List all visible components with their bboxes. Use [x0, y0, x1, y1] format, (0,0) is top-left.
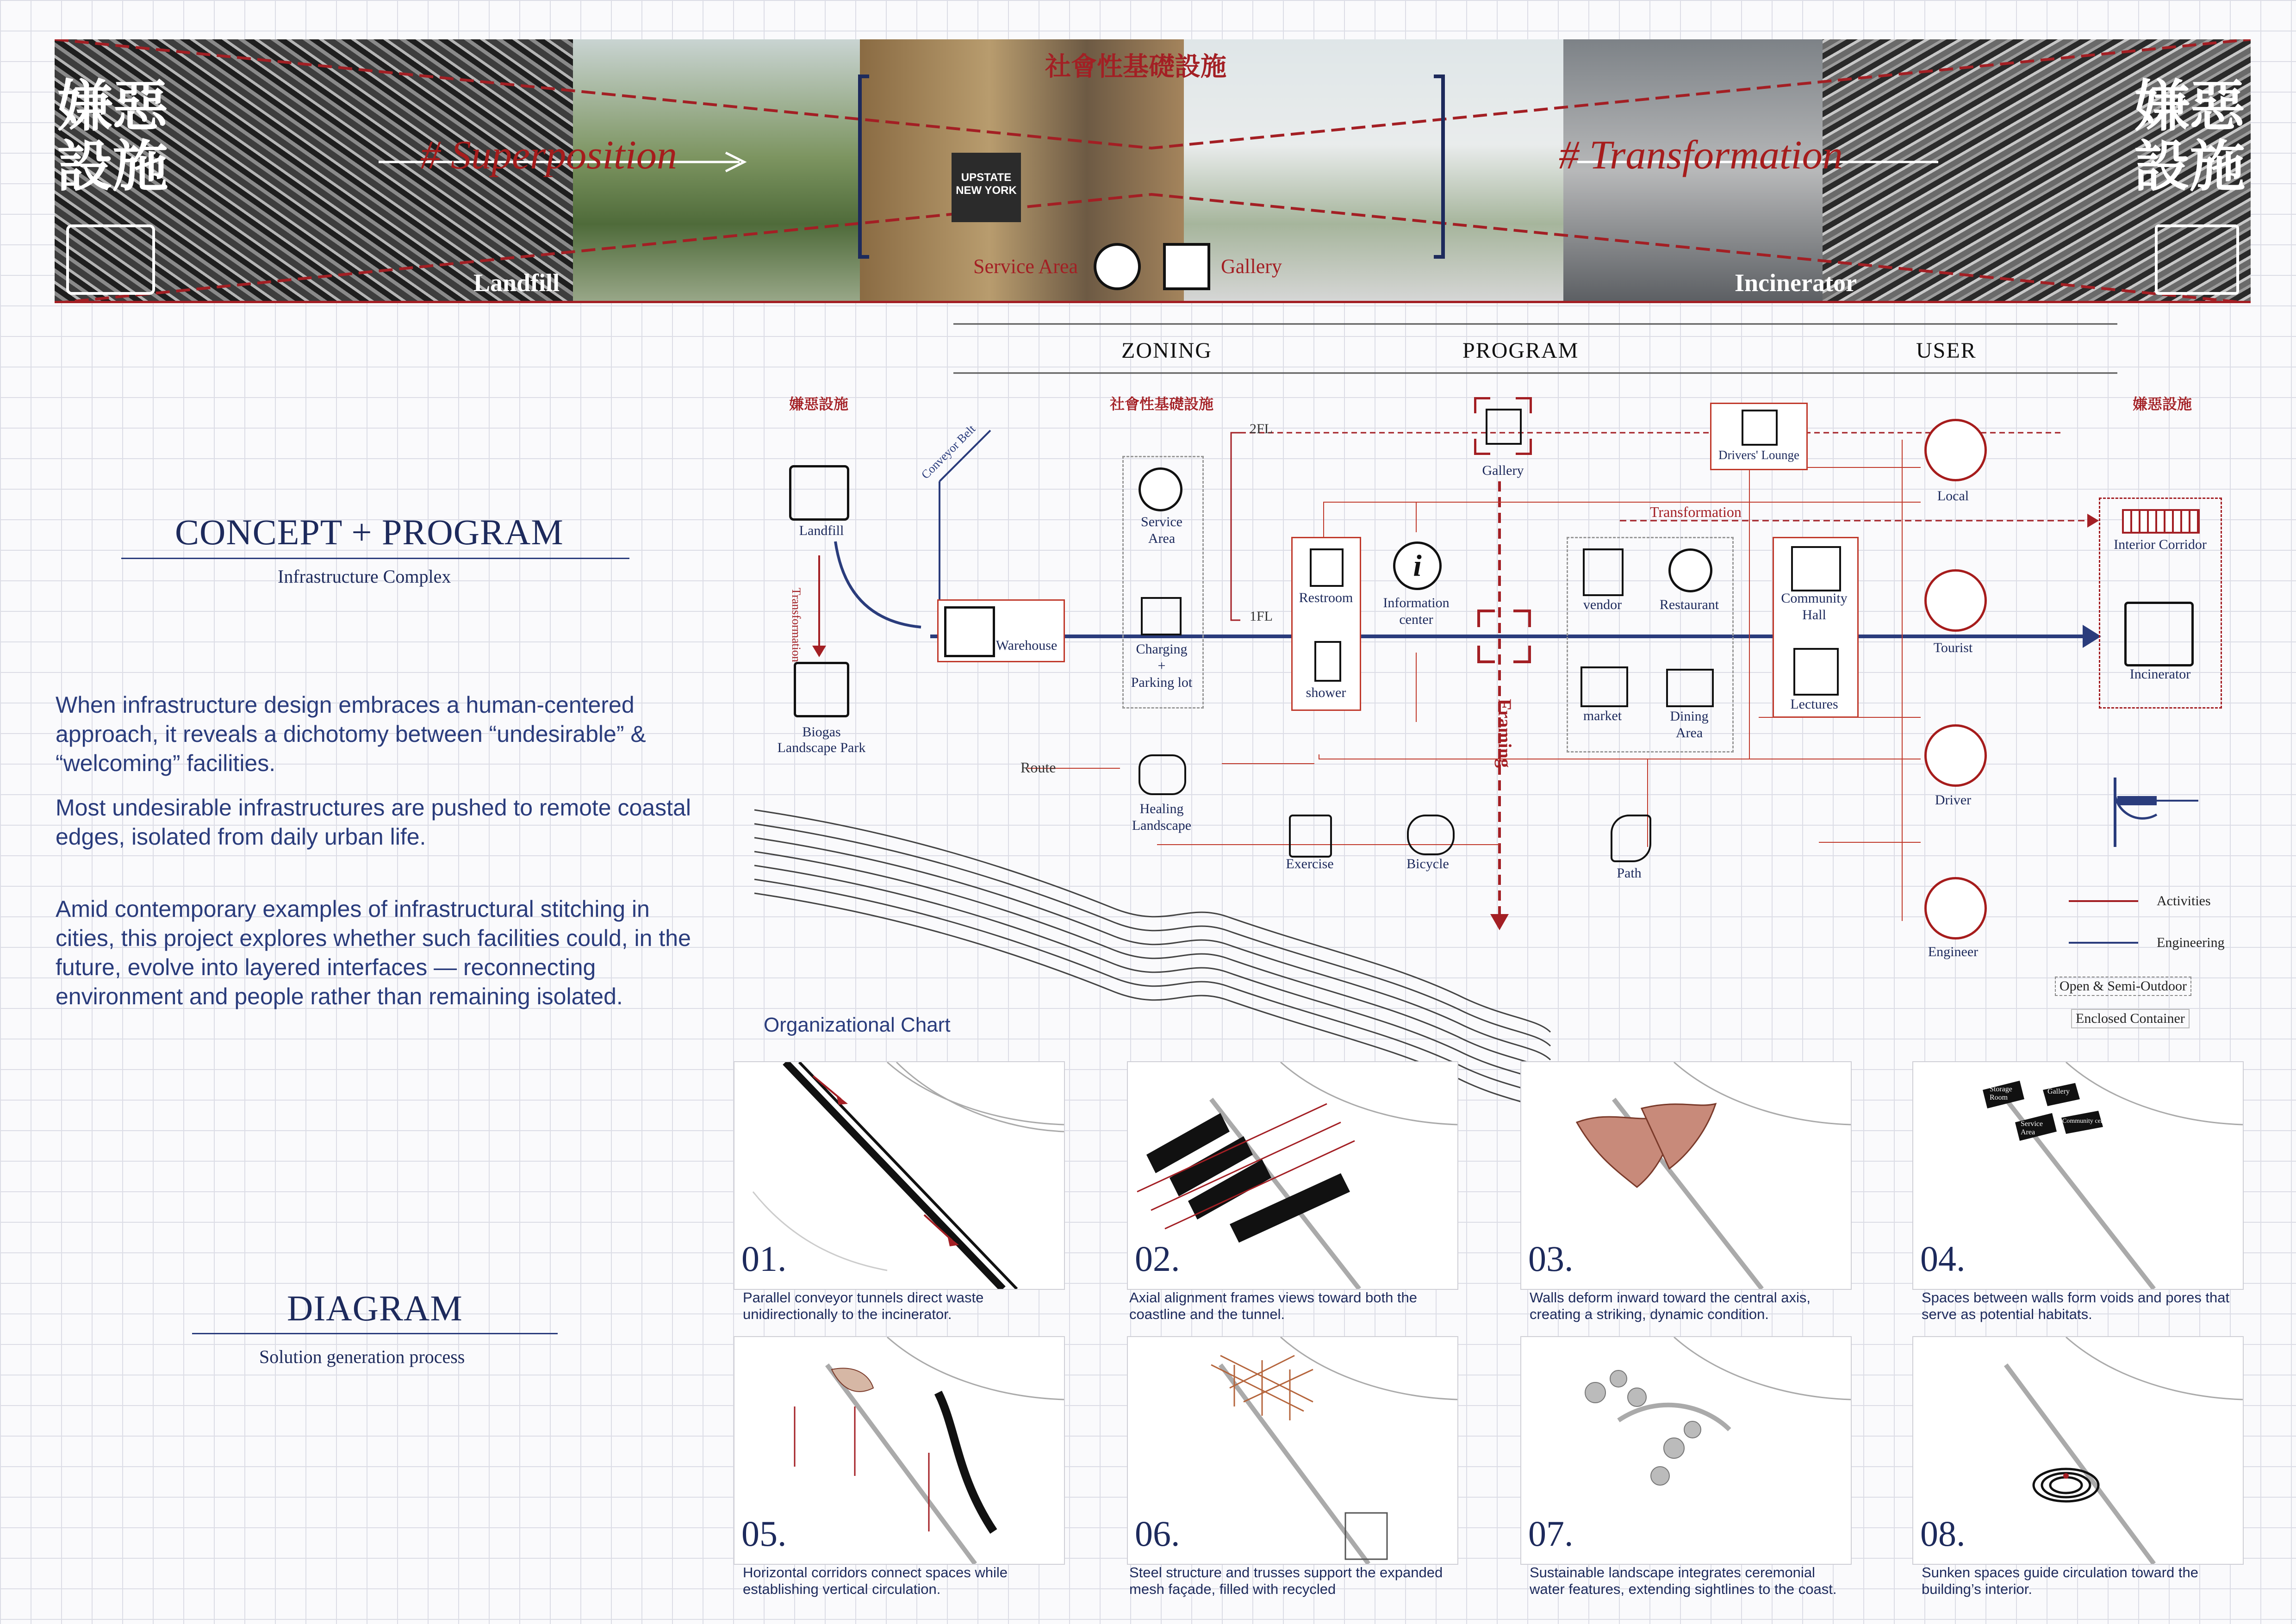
- panel-04-service-label: Service Area: [2021, 1120, 2043, 1136]
- drivers-lounge-icon: [1742, 410, 1778, 446]
- concept-rule: [121, 558, 629, 559]
- node-path: Path: [1617, 865, 1642, 881]
- tourist-user-icon: [1924, 569, 1987, 632]
- transformation-vertical-label: Transformation: [790, 588, 803, 662]
- right-title-hanzi: 嫌惡 設施: [2134, 74, 2245, 199]
- panel-04-caption: Spaces between walls form voids and pores that serve as potential habitats.: [1922, 1289, 2230, 1322]
- node-interior-corridor: Interior Corridor: [2114, 537, 2207, 552]
- node-landfill: Landfill: [799, 523, 844, 538]
- node-dining: Dining Area: [1670, 709, 1709, 740]
- diagram-subheading: Solution generation process: [259, 1346, 465, 1367]
- bicycle-icon: [1407, 815, 1455, 855]
- biogas-icon: [794, 662, 849, 717]
- header-program: PROGRAM: [1462, 338, 1579, 363]
- node-warehouse: Warehouse: [996, 638, 1058, 653]
- shower-icon: [1314, 641, 1341, 682]
- concept-paragraph-3: Amid contemporary examples of infrastructural stitching in cities, this project explores whether such facilities could, in the future, evolve into layered interfaces — reconnecting environment and people rather than remaining isolated.: [56, 896, 691, 1009]
- panel-06-number: 06.: [1135, 1513, 1180, 1554]
- warehouse-box: [937, 599, 1065, 662]
- header-zoning: ZONING: [1121, 338, 1212, 363]
- panel-02-caption: Axial alignment frames views toward both the coastline and the tunnel.: [1129, 1289, 1418, 1322]
- panel-03: [1520, 1061, 1852, 1290]
- service-area-label: Service Area: [973, 255, 1078, 278]
- node-lectures: Lectures: [1790, 697, 1838, 712]
- panel-06-caption: Steel structure and trusses support the expanded mesh façade, filled with recycled: [1129, 1564, 1443, 1597]
- node-community-hall: Community Hall: [1781, 591, 1848, 622]
- user-local: Local: [1937, 488, 1969, 504]
- org-chart-title: Organizational Chart: [764, 1014, 951, 1036]
- engineer-user-icon: [1924, 877, 1987, 940]
- panel-04-community-label: Community center: [2062, 1118, 2111, 1125]
- panel-02: [1127, 1061, 1458, 1290]
- node-gallery: Gallery: [1482, 463, 1524, 478]
- superposition-label: # Superposition: [420, 133, 677, 178]
- legend-enclosed-container: Enclosed Container: [2071, 1009, 2190, 1028]
- local-user-icon: [1924, 419, 1987, 481]
- zone-left-label: 嫌惡設施: [789, 395, 849, 413]
- community-hall-icon: [1791, 546, 1841, 591]
- panel-04-gallery-label: Gallery: [2047, 1088, 2070, 1095]
- warehouse-icon: [944, 606, 995, 657]
- route-label: Route: [1020, 759, 1056, 776]
- landfill-icon: [789, 465, 849, 521]
- node-shower: shower: [1306, 685, 1346, 700]
- floor-2fl: 2FL: [1250, 421, 1273, 436]
- panel-08: [1912, 1336, 2244, 1565]
- panel-01-caption: Parallel conveyor tunnels direct waste unidirectionally to the incinerator.: [743, 1289, 984, 1322]
- information-icon: i: [1393, 541, 1442, 590]
- drivers-lounge-box: [1710, 403, 1808, 470]
- panel-03-caption: Walls deform inward toward the central axis, creating a striking, dynamic condition.: [1530, 1289, 1811, 1322]
- transformation-horizontal-label: Transformation: [1650, 504, 1742, 520]
- user-driver: Driver: [1935, 792, 1972, 808]
- legend-engineering: Engineering: [2157, 935, 2225, 950]
- panel-05: [734, 1336, 1065, 1565]
- concept-subheading: Infrastructure Complex: [278, 566, 451, 587]
- panel-07: [1520, 1336, 1852, 1565]
- panel-01: [734, 1061, 1065, 1290]
- incinerator-node-icon: [2124, 602, 2194, 666]
- node-restroom: Restroom: [1299, 590, 1353, 605]
- node-information: Information center: [1383, 595, 1450, 627]
- charging-icon: [1141, 597, 1182, 635]
- legend-activities: Activities: [2157, 893, 2211, 908]
- node-service-area: Service Area: [1141, 514, 1182, 546]
- panel-04: [1912, 1061, 2244, 1290]
- node-exercise: Exercise: [1286, 856, 1334, 871]
- restroom-icon: [1310, 548, 1344, 587]
- concept-paragraph-1: When infrastructure design embraces a human-centered approach, it reveals a dichotomy between “undesirable” & “welcoming” facilities.: [56, 692, 646, 776]
- dining-icon: [1666, 669, 1714, 707]
- diagram-heading: DIAGRAM: [287, 1288, 463, 1328]
- service-area-node-icon: [1139, 467, 1182, 511]
- user-tourist: Tourist: [1933, 640, 1973, 655]
- panel-08-caption: Sunken spaces guide circulation toward the building’s interior.: [1922, 1564, 2198, 1597]
- upstate-sign: UPSTATE NEW YORK: [952, 153, 1021, 222]
- panel-08-number: 08.: [1920, 1513, 1966, 1554]
- legend-open-semi-outdoor: Open & Semi-Outdoor: [2055, 977, 2191, 996]
- center-title: 社會性基礎設施: [1045, 51, 1226, 82]
- node-charging: Charging + Parking lot: [1131, 641, 1193, 690]
- node-bicycle: Bicycle: [1406, 856, 1449, 871]
- healing-landscape-icon: [1139, 754, 1186, 795]
- transformation-label: # Transformation: [1559, 133, 1843, 178]
- node-incinerator: Incinerator: [2129, 666, 2191, 682]
- incinerator-label: Incinerator: [1735, 269, 1857, 297]
- panel-06: [1127, 1336, 1458, 1565]
- node-drivers-lounge: Drivers' Lounge: [1718, 448, 1800, 462]
- vendor-icon: [1583, 548, 1624, 596]
- path-icon: [1611, 815, 1651, 862]
- lectures-icon: [1793, 648, 1839, 696]
- interior-corridor-icon: [2122, 509, 2200, 534]
- node-biogas: Biogas Landscape Park: [777, 724, 866, 755]
- panel-05-number: 05.: [741, 1513, 787, 1554]
- gallery-node-frame: [1474, 397, 1532, 455]
- node-vendor: vendor: [1583, 597, 1622, 612]
- node-healing: Healing Landscape: [1132, 801, 1192, 833]
- concept-paragraph-2: Most undesirable infrastructures are pushed to remote coastal edges, isolated from daily urban life.: [56, 795, 691, 850]
- market-icon: [1580, 666, 1628, 707]
- gallery-node-icon: [1486, 409, 1522, 445]
- gallery-label: Gallery: [1221, 255, 1282, 278]
- node-restaurant: Restaurant: [1659, 597, 1719, 612]
- restaurant-icon: [1668, 548, 1712, 592]
- panel-05-caption: Horizontal corridors connect spaces while establishing vertical circulation.: [743, 1564, 1008, 1597]
- left-title-hanzi: 嫌惡 設施: [57, 74, 168, 199]
- zone-mid-label: 社會性基礎設施: [1110, 395, 1214, 413]
- user-engineer: Engineer: [1928, 944, 1979, 959]
- panel-04-number: 04.: [1920, 1238, 1966, 1279]
- header-user: USER: [1916, 338, 1977, 363]
- zone-right-label: 嫌惡設施: [2133, 395, 2192, 413]
- landfill-label: Landfill: [473, 269, 560, 297]
- diagram-rule: [192, 1333, 558, 1334]
- panel-02-number: 02.: [1135, 1238, 1180, 1279]
- panel-03-number: 03.: [1528, 1238, 1574, 1279]
- panel-04-storage-label: Storage Room: [1990, 1085, 2012, 1101]
- framing-label: Framing: [1494, 699, 1515, 768]
- conveyor-belt-label: Conveyor Belt: [919, 422, 978, 482]
- exercise-icon: [1289, 815, 1332, 858]
- floor-1fl: 1FL: [1250, 609, 1273, 624]
- node-market: market: [1583, 708, 1622, 723]
- concept-heading: CONCEPT + PROGRAM: [175, 512, 564, 552]
- driver-user-icon: [1924, 724, 1987, 787]
- panel-01-number: 01.: [741, 1238, 787, 1279]
- panel-07-caption: Sustainable landscape integrates ceremonial water features, extending sightlines to the coast.: [1530, 1564, 1837, 1597]
- panel-07-number: 07.: [1528, 1513, 1574, 1554]
